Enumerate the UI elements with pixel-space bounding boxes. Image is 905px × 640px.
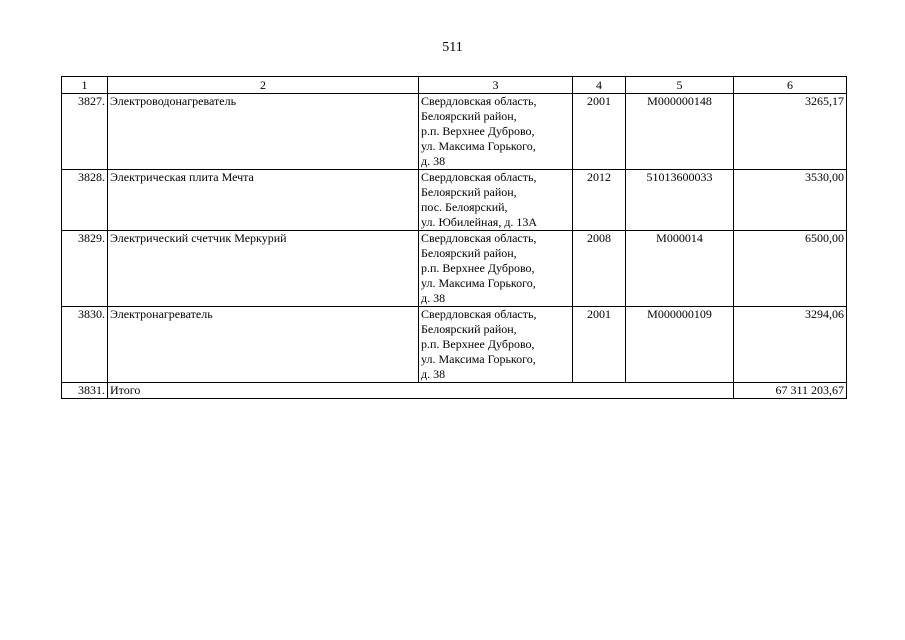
commission-year: 2008 — [573, 231, 626, 307]
item-address — [419, 94, 573, 170]
commission-year: 2001 — [573, 94, 626, 170]
table-header-row — [62, 77, 847, 94]
address-line: р.п. Верхнее Дуброво, — [421, 337, 535, 351]
item-name: Электрический счетчик Меркурий — [108, 231, 419, 307]
address-line: р.п. Верхнее Дуброво, — [421, 124, 535, 138]
commission-year: 2001 — [573, 307, 626, 383]
item-name: Электрическая плита Мечта — [108, 170, 419, 231]
header-cell-6: 6 — [734, 77, 847, 94]
item-name: Электронагреватель — [108, 307, 419, 383]
page-number: 511 — [442, 40, 463, 55]
address-line: пос. Белоярский, — [421, 200, 508, 214]
address-line: ул. Максима Горького, — [421, 276, 536, 290]
header-cell-4: 4 — [573, 77, 626, 94]
table-row — [62, 94, 847, 170]
inventory-number: М000014 — [626, 231, 734, 307]
address-line: д. 38 — [421, 367, 446, 381]
total-row-number: 3831. — [62, 383, 108, 399]
row-number: 3827. — [62, 94, 108, 170]
item-address — [419, 231, 573, 307]
header-cell-1: 1 — [62, 77, 108, 94]
property-registry-table — [61, 76, 847, 399]
address-line: Белоярский район, — [421, 109, 517, 123]
item-name: Электроводонагреватель — [108, 94, 419, 170]
address-line: Свердловская область, — [421, 307, 537, 321]
address-line: ул. Максима Горького, — [421, 352, 536, 366]
address-line: ул. Юбилейная, д. 13А — [421, 215, 538, 229]
header-cell-3: 3 — [419, 77, 573, 94]
table-row — [62, 307, 847, 383]
row-number: 3830. — [62, 307, 108, 383]
address-line: Свердловская область, — [421, 231, 537, 245]
table-row — [62, 231, 847, 307]
inventory-number: М000000148 — [626, 94, 734, 170]
total-amount: 67 311 203,67 — [734, 383, 847, 399]
table-row — [62, 170, 847, 231]
inventory-number: 51013600033 — [626, 170, 734, 231]
address-line: Свердловская область, — [421, 170, 537, 184]
book-value: 6500,00 — [734, 231, 847, 307]
address-line: Свердловская область, — [421, 94, 537, 108]
total-label: Итого — [108, 383, 734, 399]
item-address — [419, 307, 573, 383]
address-line: Белоярский район, — [421, 322, 517, 336]
item-address — [419, 170, 573, 231]
total-row — [62, 383, 847, 399]
book-value: 3294,06 — [734, 307, 847, 383]
address-line: ул. Максима Горького, — [421, 139, 536, 153]
book-value: 3530,00 — [734, 170, 847, 231]
header-cell-2: 2 — [108, 77, 419, 94]
address-line: Белоярский район, — [421, 246, 517, 260]
address-line: д. 38 — [421, 154, 446, 168]
row-number: 3829. — [62, 231, 108, 307]
row-number: 3828. — [62, 170, 108, 231]
commission-year: 2012 — [573, 170, 626, 231]
header-cell-5: 5 — [626, 77, 734, 94]
inventory-number: М000000109 — [626, 307, 734, 383]
address-line: Белоярский район, — [421, 185, 517, 199]
address-line: р.п. Верхнее Дуброво, — [421, 261, 535, 275]
address-line: д. 38 — [421, 291, 446, 305]
book-value: 3265,17 — [734, 94, 847, 170]
